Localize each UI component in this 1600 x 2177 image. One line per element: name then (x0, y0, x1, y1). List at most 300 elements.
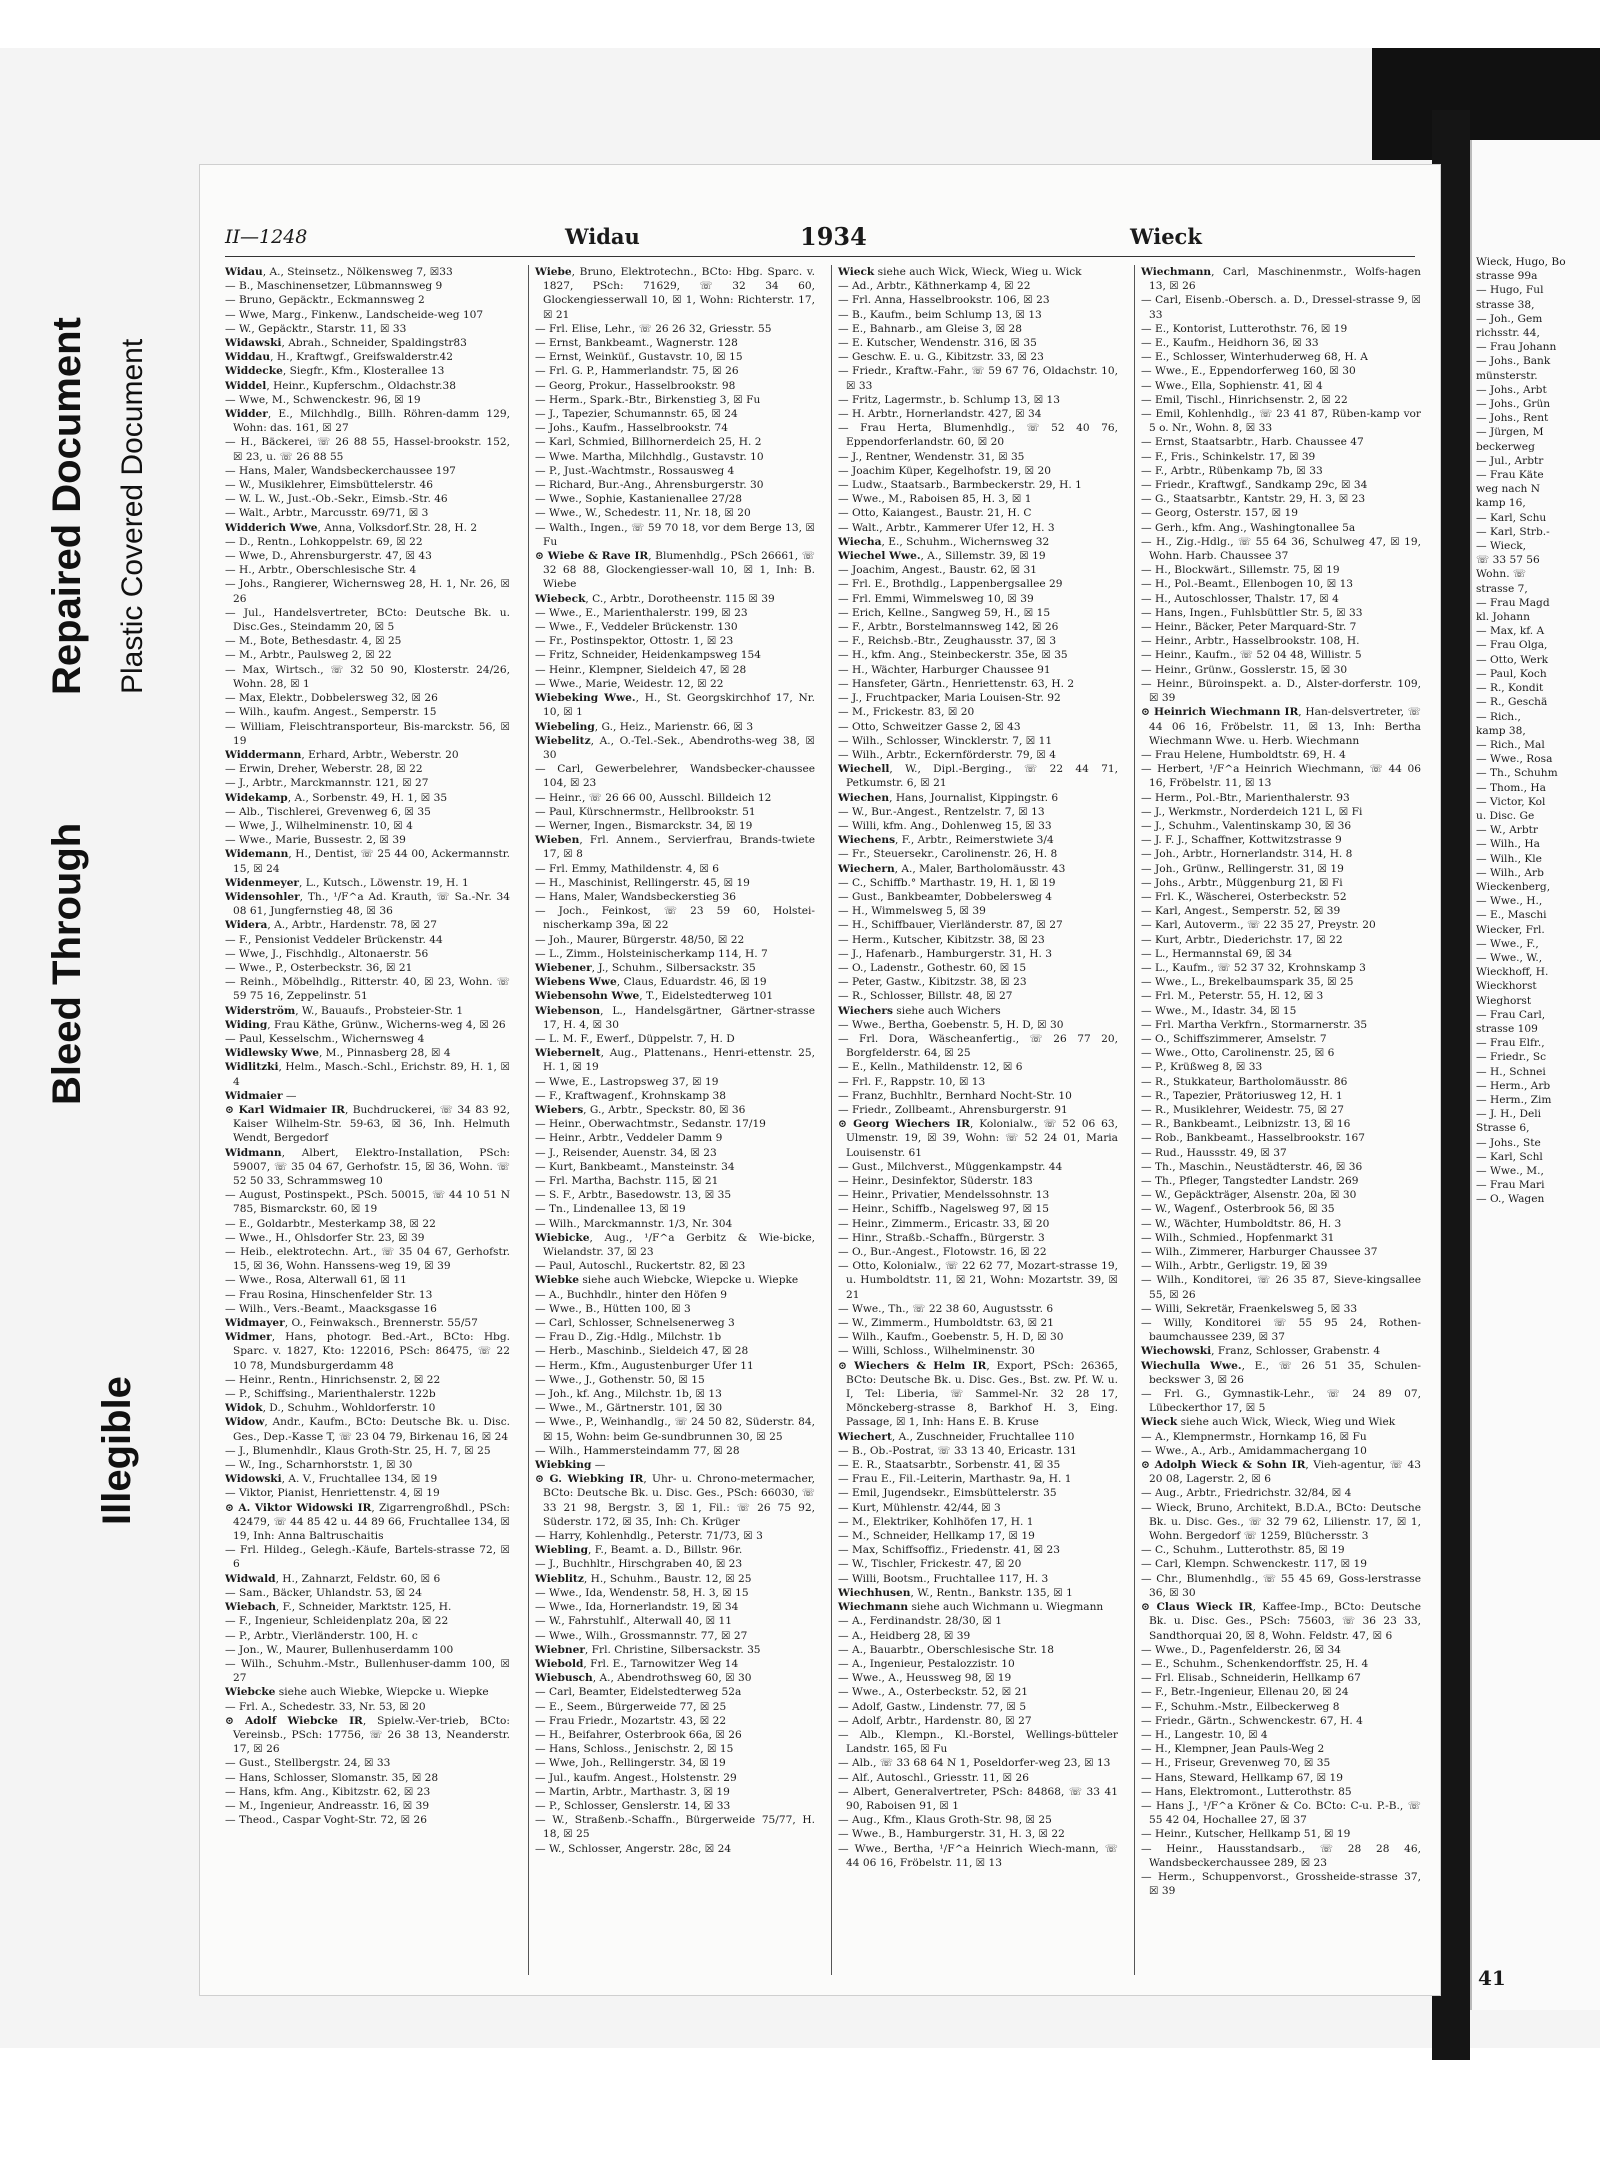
directory-entry: — Wwe., Bertha, Goebenstr. 5, H. D, ☒ 30 (838, 1018, 1064, 1031)
directory-entry: — Joh., Arbtr., Hornerlandstr. 314, H. 8 (1141, 848, 1353, 861)
directory-entry: Wiecha, E., Schuhm., Wichernsweg 32 (838, 535, 1050, 548)
directory-entry: — Frl. Dora, Wäscheanfertig., ☏ 26 77 20, Borgfelderstr. 64, ☒ 25 (838, 1032, 1118, 1060)
directory-entry: — Viktor, Pianist, Henriettenstr. 4, ☒ 19 (225, 1487, 440, 1500)
directory-entry: — E., Seem., Bürgerweide 77, ☒ 25 (535, 1700, 727, 1713)
directory-entry: — Friedr., Kraftw.-Fahr., ☏ 59 67 76, Oldachstr. 10, ☒ 33 (838, 365, 1118, 392)
directory-entry: — Max, Wirtsch., ☏ 32 50 90, Klosterstr. 24/26, Wohn. 28, ☒ 1 (225, 663, 510, 690)
next-page-line: Strasse 6, (1476, 1122, 1530, 1135)
directory-entry: — Heinr., Hausstandsarb., ☏ 28 28 46, Wandsbeckerchaussee 289, ☒ 23 (1141, 1842, 1421, 1869)
directory-entry: Widera, A., Arbtr., Hardenstr. 78, ☒ 27 (225, 919, 437, 932)
directory-entry: — August, Postinspekt., PSch. 50015, ☏ 44 10 51 N 785, Bismarckstr. 60, ☒ 19 (225, 1189, 510, 1216)
directory-entry: — Bruno, Gepäcktr., Eckmannsweg 2 (225, 294, 425, 307)
next-page-line: — Johs., Ste (1476, 1136, 1541, 1149)
directory-entry: — Friedr., Gärtn., Schwenckestr. 67, H. 4 (1141, 1714, 1363, 1727)
directory-entry: — H., Wimmelsweg 5, ☒ 39 (838, 905, 986, 918)
directory-entry: — Jul., kaufm. Angest., Holstenstr. 29 (535, 1771, 737, 1784)
directory-entry: Wieben, Frl. Annem., Servierfrau, Brands-twiete 17, ☒ 8 (535, 834, 815, 861)
directory-entry: — Wwe. Martha, Milchhdlg., Gustavstr. 10 (535, 450, 764, 463)
directory-entry: ⊙ G. Wiebking IR, Uhr- u. Chrono-metermacher, BCto: Deutsche Bk. u. Disc. Ges., PSch: 66030, ☏ 33 21 98, Bergstr. 3, ☒ 1, Fil.: ☏ 26 75 92, Süderstr. 172, ☒ 35, Inh: Ch. Krüger (535, 1473, 815, 1528)
directory-entry: — Chr., Blumenhdlg., ☏ 55 45 69, Goss-lerstrasse 36, ☒ 30 (1141, 1572, 1421, 1599)
directory-entry: — Wwe., Ida, Wendenstr. 58, H. 3, ☒ 15 (535, 1586, 749, 1599)
directory-entry: Wiebner, Frl. Christine, Silbersackstr. 35 (535, 1643, 761, 1656)
directory-entry: — C., Schiffb.° Marthastr. 19, H. 1, ☒ 19 (838, 876, 1056, 889)
directory-entry: — Heinr., Arbtr., Veddeler Damm 9 (535, 1132, 723, 1145)
directory-entry: — Gust., Stellbergstr. 24, ☒ 33 (225, 1757, 391, 1770)
next-page-line: Wiecker, Frl. (1476, 923, 1545, 936)
directory-entry: — Aug., Arbtr., Friedrichstr. 32/84, ☒ 4 (1141, 1487, 1352, 1500)
next-page-line: — Frau Magd (1476, 596, 1550, 609)
directory-entry: — Heib., elektrotechn. Art., ☏ 35 04 67, Gerhofstr. 15, ☒ 36, Wohn. Hanssens-weg 19, ☒ 39 (225, 1246, 510, 1273)
directory-entry: — Wwe, D., Ahrensburgerstr. 47, ☒ 43 (225, 550, 432, 563)
next-page-line: — Wilh., Kle (1476, 852, 1542, 865)
directory-entry: — Emil, Jugendsekr., Eimsbüttelerstr. 35 (838, 1487, 1057, 1500)
directory-entry: — W., Gepäckträger, Alsenstr. 20a, ☒ 30 (1141, 1189, 1357, 1202)
next-page-line: — Max, kf. A (1476, 625, 1545, 638)
directory-entry: — Wwe., M., Gärtnerstr. 101, ☒ 30 (535, 1402, 723, 1415)
directory-entry: Wiebensohn Wwe, T., Eidelstedterweg 101 (535, 990, 774, 1003)
directory-entry: — Frl. Emmi, Wimmelsweg 10, ☒ 39 (838, 592, 1034, 605)
directory-entry: — Gust., Milchverst., Müggenkampstr. 44 (838, 1160, 1063, 1173)
directory-entry: — Friedr., Kraftwgf., Sandkamp 29c, ☒ 34 (1141, 479, 1368, 492)
directory-entry: — W., Straßenb.-Schaffn., Bürgerweide 75/77, H. 18, ☒ 25 (535, 1814, 815, 1841)
directory-entry: — H. Arbtr., Hornerlandstr. 427, ☒ 34 (838, 408, 1042, 421)
directory-entry: — Karl, Angest., Semperstr. 52, ☒ 39 (1141, 905, 1341, 918)
directory-entry: — Wilh., Schlosser, Wincklerstr. 7, ☒ 11 (838, 734, 1053, 747)
next-page-line: — Frau Elfr., (1476, 1037, 1545, 1050)
directory-entry: — Alf., Autoschl., Griesstr. 11, ☒ 26 (838, 1771, 1029, 1784)
directory-entry: Wiechen, Hans, Journalist, Kippingstr. 6 (838, 791, 1059, 804)
directory-entry: — Frl. Martha Verkfrn., Stormarnerstr. 35 (1141, 1018, 1368, 1031)
directory-entry: — Herm., Schuppenvorst., Grossheide-strasse 37, ☒ 39 (1141, 1870, 1421, 1898)
directory-entry: — Willy, Konditorei ☏ 55 95 24, Rothen-baumchaussee 239, ☒ 37 (1141, 1317, 1421, 1344)
directory-entry: — Frau Helene, Humboldtstr. 69, H. 4 (1141, 748, 1346, 761)
directory-entry: — M., Frickestr. 83, ☒ 20 (838, 706, 975, 719)
directory-entry: — Karl, Autoverm., ☏ 22 35 27, Preystr. 20 (1141, 919, 1376, 932)
directory-entry: — Franz, Buchhltr., Bernhard Nocht-Str. 10 (838, 1089, 1072, 1102)
directory-entry: Widlitzki, Helm., Masch.-Schl., Erichstr. 89, H. 1, ☒ 4 (225, 1061, 510, 1088)
directory-entry: Widder, E., Milchhdlg., Billh. Röhren-damm 129, Wohn: das. 161, ☒ 27 (225, 408, 510, 435)
directory-entry: — Wwe., Rosa, Alterwall 61, ☒ 11 (225, 1274, 407, 1287)
directory-entry: — Heinr., Desinfektor, Süderstr. 183 (838, 1175, 1033, 1187)
directory-entry: — A., Heidberg 28, ☒ 39 (838, 1629, 971, 1642)
directory-entry: — Alb., Tischlerei, Grevenweg 6, ☒ 35 (225, 805, 431, 818)
directory-entry: Widekamp, A., Sorbenstr. 49, H. 1, ☒ 35 (225, 791, 448, 804)
directory-entry: — J., Reisender, Auenstr. 34, ☒ 23 (535, 1146, 717, 1159)
directory-entry: — E. R., Staatsarbtr., Sorbenstr. 41, ☒ 35 (838, 1459, 1061, 1472)
directory-entry: — R., Schlosser, Billstr. 48, ☒ 27 (838, 990, 1013, 1003)
directory-entry: — F., Fris., Schinkelstr. 17, ☒ 39 (1141, 450, 1316, 463)
next-page-line: — Frau Johann (1476, 341, 1557, 354)
directory-entry: — Frau E., Fil.-Leiterin, Marthastr. 9a, H. 1 (838, 1473, 1072, 1486)
directory-entry: Wiebernelt, Aug., Plattenans., Henri-ettenstr. 25, H. 1, ☒ 19 (535, 1047, 815, 1074)
next-page-line: — Wwe., F., (1476, 937, 1539, 950)
next-page-line: — Joh., Gem (1476, 312, 1543, 325)
next-page-line: — Frau Carl, (1476, 1008, 1546, 1021)
directory-entry: — Jul., Handelsvertreter, BCto: Deutsche Bk. u. Disc.Ges., Steindamm 20, ☒ 5 (225, 606, 510, 634)
directory-entry: — Carl, Beamter, Eidelstedterweg 52a (535, 1686, 742, 1699)
directory-entry: — Walt., Arbtr., Kammerer Ufer 12, H. 3 (838, 521, 1055, 534)
directory-entry: — Joch., Feinkost, ☏ 23 59 60, Holstei-nischerkamp 39a, ☒ 22 (535, 905, 815, 932)
directory-entry: — Frl. Elisab., Schneiderin, Hellkamp 67 (1141, 1672, 1361, 1685)
directory-entry: — A., Bauarbtr., Oberschlesische Str. 18 (838, 1643, 1054, 1656)
directory-entry: — Wwe., M., Raboisen 85, H. 3, ☒ 1 (838, 493, 1032, 506)
directory-entry: — J., Arbtr., Marckmannstr. 121, ☒ 27 (225, 777, 429, 790)
directory-entry: — Heinr., Klempner, Sieldeich 47, ☒ 28 (535, 663, 747, 676)
directory-entry: — Albert, Generalvertreter, PSch: 84868, ☏ 33 41 90, Raboisen 91, ☒ 1 (838, 1785, 1118, 1812)
directory-entry: ⊙ Georg Wiechers IR, Kolonialw., ☏ 52 06 63, Ulmenstr. 19, ☒ 39, Wohn: ☏ 52 24 01, Maria Louisenstr. 61 (838, 1118, 1118, 1159)
directory-entry: — Wwe., M., Idastr. 34, ☒ 15 (1141, 1004, 1297, 1017)
directory-entry: — Wilh., Kaufm., Goebenstr. 5, H. D, ☒ 30 (838, 1331, 1064, 1344)
directory-entry: — Wilh., Schmied., Hopfenmarkt 31 (1141, 1231, 1335, 1244)
directory-entry: — P., Just.-Wachtmstr., Rossausweg 4 (535, 464, 735, 477)
directory-entry: — Fritz, Lagermstr., b. Schlump 13, ☒ 13 (838, 393, 1061, 406)
directory-entry: — Wwe., Th., ☏ 22 38 60, Augustsstr. 6 (838, 1302, 1054, 1315)
next-page-line: — Jürgen, M (1476, 426, 1544, 439)
directory-entry: — H., Blockwärt., Sillemstr. 75, ☒ 19 (1141, 564, 1340, 577)
next-page-line: — R., Geschä (1476, 696, 1548, 709)
directory-entry: — E., Goldarbtr., Mesterkamp 38, ☒ 22 (225, 1217, 436, 1230)
directory-entry: — R., Stukkateur, Bartholomäusstr. 86 (1141, 1075, 1348, 1088)
directory-entry: — Frl. Anna, Hasselbrookstr. 106, ☒ 23 (838, 294, 1050, 307)
directory-entry: — W. L. W., Just.-Ob.-Sekr., Eimsb.-Str. 46 (225, 493, 448, 506)
directory-entry: — Werner, Ingen., Bismarckstr. 34, ☒ 19 (535, 819, 753, 832)
directory-entry: — J., Buchhltr., Hirschgraben 40, ☒ 23 (535, 1558, 743, 1571)
next-page-line: münsterstr. (1476, 369, 1538, 382)
directory-entry: — H., Zig.-Hdlg., ☏ 55 64 36, Schulweg 47, ☒ 19, Wohn. Harb. Chaussee 37 (1141, 535, 1421, 563)
directory-entry: Wiebener, J., Schuhm., Silbersackstr. 35 (535, 961, 756, 974)
directory-entry: — Harry, Kohlenhdlg., Peterstr. 71/73, ☒ 3 (535, 1530, 763, 1543)
next-page-line: — Herm., Zim (1476, 1093, 1552, 1106)
directory-entry: — Erich, Kellne., Sangweg 59, H., ☒ 15 (838, 606, 1051, 619)
next-page-line: richsstr. 44, (1476, 327, 1540, 340)
next-page-line: — Wilh., Arb (1476, 866, 1544, 879)
directory-entry: Widerström, W., Bauaufs., Probsteier-Str. 1 (225, 1004, 464, 1017)
directory-entry: — Georg, Osterstr. 157, ☒ 19 (1141, 507, 1298, 520)
directory-entry: — W., Wächter, Humboldtstr. 86, H. 3 (1141, 1217, 1342, 1230)
directory-entry: — B., Kaufm., beim Schlump 13, ☒ 13 (838, 308, 1042, 321)
next-page-line: beckerweg (1476, 440, 1535, 453)
directory-entry: — Willi, kfm. Ang., Dohlenweg 15, ☒ 33 (838, 819, 1052, 832)
directory-entry: — Tn., Lindenallee 13, ☒ 19 (535, 1203, 686, 1216)
directory-entry: Wiechens, F., Arbtr., Reimerstwiete 3/4 (838, 834, 1054, 847)
next-page-line: — R., Kondit (1476, 682, 1544, 695)
directory-entry: — Wwe., B., Hütten 100, ☒ 3 (535, 1302, 691, 1315)
directory-entry: Wiechers siehe auch Wichers (838, 1004, 1001, 1017)
directory-entry: — Herb., Maschinb., Sieldeich 47, ☒ 28 (535, 1345, 749, 1358)
directory-entry: — M., Schneider, Hellkamp 17, ☒ 19 (838, 1530, 1035, 1543)
directory-entry: ⊙ Claus Wieck IR, Kaffee-Imp., BCto: Deutsche Bk. u. Disc. Ges., PSch: 75603, ☏ 36 23 33, Sandthorquai 20, ☒ 8, Wohn. Feldstr. 47, ☒ 6 (1141, 1601, 1421, 1642)
next-page-line: — Wilh., Ha (1476, 838, 1540, 851)
next-page-line: — Johs., Bank (1476, 355, 1551, 368)
directory-entry: — D., Rentn., Lohkoppelstr. 69, ☒ 22 (225, 535, 423, 548)
directory-entry: — H., Wächter, Harburger Chaussee 91 (838, 663, 1051, 676)
directory-entry: Wiebeling, G., Heiz., Marienstr. 66, ☒ 3 (535, 720, 754, 733)
directory-entry: Wiebenson, L., Handelsgärtner, Gärtner-strasse 17, H. 4, ☒ 30 (535, 1004, 815, 1031)
directory-entry: — Fr., Steuersekr., Carolinenstr. 26, H. 8 (838, 848, 1058, 861)
directory-entry: — Wwe., E., Eppendorferweg 160, ☒ 30 (1141, 365, 1356, 378)
directory-entry: — Otto, Kaiangest., Baustr. 21, H. C (838, 507, 1032, 520)
directory-entry: — Wwe, M., Schwenckestr. 96, ☒ 19 (225, 393, 421, 406)
directory-entry: — F., Ingenieur, Schleidenplatz 20a, ☒ 22 (225, 1615, 449, 1628)
directory-entry: — Wwe., P., Weinhandlg., ☏ 24 50 82, Süderstr. 84, ☒ 15, Wohn: beim Ge-sundbrunnen 30, ☒ 25 (535, 1416, 815, 1443)
next-page-line: Wieckhorst (1476, 980, 1537, 993)
directory-entry: — Frl. E., Brothdlg., Lappenbergsallee 29 (838, 578, 1063, 591)
directory-entry: Widowski, A. V., Fruchtallee 134, ☒ 19 (225, 1473, 438, 1486)
directory-entry: Widdecke, Siegfr., Kfm., Klosterallee 13 (225, 365, 445, 378)
directory-entry: — Herm., Kutscher, Kibitzstr. 38, ☒ 23 (838, 933, 1045, 946)
directory-entry: Widlewsky Wwe, M., Pinnasberg 28, ☒ 4 (225, 1047, 451, 1060)
directory-entry: — Herm., Spark.-Btr., Birkenstieg 3, ☒ Fu (535, 393, 761, 406)
directory-entry: — Hans, Ingen., Fuhlsbüttler Str. 5, ☒ 33 (1141, 606, 1363, 619)
directory-entry: — H., Schiffbauer, Vierländerstr. 87, ☒ 27 (838, 919, 1063, 932)
directory-entry: — Carl, Schlosser, Schnelsenerweg 3 (535, 1317, 735, 1330)
directory-entry: — Heinr., Privatier, Mendelssohnstr. 13 (838, 1189, 1050, 1202)
directory-entry: — H., Friseur, Grevenweg 70, ☒ 35 (1141, 1757, 1331, 1770)
directory-entry: — Joh., Grünw., Rellingerstr. 31, ☒ 19 (1141, 862, 1344, 875)
next-page-line: Wieck, Hugo, Bo (1476, 256, 1566, 268)
directory-entry: Wiechowski, Franz, Schlosser, Grabenstr. 4 (1141, 1345, 1381, 1358)
directory-entry: — Joachim Küper, Kegelhofstr. 19, ☒ 20 (838, 464, 1051, 477)
directory-entry: — Frau Friedr., Mozartstr. 43, ☒ 22 (535, 1714, 727, 1727)
directory-entry: — Frau Rosina, Hinschenfelder Str. 13 (225, 1288, 433, 1301)
directory-entry: — Heinr., Grünw., Gosslerstr. 15, ☒ 30 (1141, 663, 1348, 676)
directory-entry: — Paul, Kesselschm., Wichernsweg 4 (225, 1032, 425, 1045)
directory-entry: — Wwe., Sophie, Kastanienallee 27/28 (535, 493, 742, 506)
directory-entry: — Paul, Kürschnermstr., Hellbrookstr. 51 (535, 805, 756, 818)
directory-entry: — A., Ingenieur, Pestalozzistr. 10 (838, 1657, 1015, 1670)
directory-entry: — Heinr., Bäcker, Peter Marquard-Str. 7 (1141, 621, 1357, 634)
directory-entry: — H., Bäckerei, ☏ 26 88 55, Hassel-brookstr. 152, ☒ 23, u. ☏ 26 88 55 (225, 436, 510, 463)
directory-entry: Wiebers, G., Arbtr., Speckstr. 80, ☒ 36 (535, 1103, 746, 1116)
directory-entry: — H., Arbtr., Oberschlesische Str. 4 (225, 564, 417, 577)
directory-entry: — O., Bur.-Angest., Flotowstr. 16, ☒ 22 (838, 1246, 1047, 1259)
next-page-line: — Wieck, (1476, 540, 1527, 553)
next-page-line: — Johs., Grün (1476, 398, 1551, 411)
directory-entry: — Kurt, Arbtr., Diederichstr. 17, ☒ 22 (1141, 933, 1343, 946)
directory-entry: — Frl. Hildeg., Gelegh.-Käufe, Bartels-strasse 72, ☒ 6 (225, 1544, 510, 1571)
directory-entry: — Ernst, Staatsarbtr., Harb. Chaussee 47 (1141, 436, 1364, 449)
directory-entry: — J., Fruchtpacker, Maria Louisen-Str. 92 (838, 692, 1061, 705)
directory-entry: — Fr., Postinspektor, Ottostr. 1, ☒ 23 (535, 635, 734, 648)
directory-entry: — O., Ladenstr., Gothestr. 60, ☒ 15 (838, 961, 1027, 974)
directory-entry: — Ad., Arbtr., Käthnerkamp 4, ☒ 22 (838, 280, 1031, 293)
directory-entry: — J., Rentner, Wendenstr. 31, ☒ 35 (838, 450, 1025, 463)
directory-entry: — Joachim, Angest., Baustr. 62, ☒ 31 (838, 564, 1037, 577)
directory-entry: — H., Beifahrer, Osterbrook 66a, ☒ 26 (535, 1728, 742, 1741)
next-page-line: strasse 109 (1476, 1022, 1538, 1035)
directory-entry: — Johs., Rangierer, Wichernsweg 28, H. 1, Nr. 26, ☒ 26 (225, 578, 510, 605)
next-page-line: Wieckhoff, H. (1476, 966, 1549, 979)
directory-entry: — Herm., Pol.-Btr., Marienthalerstr. 93 (1141, 791, 1350, 804)
directory-entry: — W., Zimmerm., Humboldtstr. 63, ☒ 21 (838, 1317, 1055, 1330)
directory-entry: — Otto, Kolonialw., ☏ 22 62 77, Mozart-strasse 19, u. Humboldtstr. 11, ☒ 21, Wohn: Mozartstr. 39, ☒ 21 (838, 1260, 1118, 1301)
directory-entry: — Wilh., Marckmannstr. 1/3, Nr. 304 (535, 1217, 733, 1230)
directory-entry: — Ernst, Bankbeamt., Wagnerstr. 128 (535, 337, 738, 350)
directory-entry: — J., Schuhm., Valentinskamp 30, ☒ 36 (1141, 819, 1352, 832)
directory-entry: — H., Langestr. 10, ☒ 4 (1141, 1728, 1268, 1741)
directory-entry: — Th., Maschin., Neustädterstr. 46, ☒ 36 (1141, 1160, 1363, 1173)
next-page-text (1476, 255, 1600, 1207)
directory-entry: — Reinh., Möbelhdlg., Ritterstr. 40, ☒ 23, Wohn. ☏ 59 75 16, Zeppelinstr. 51 (225, 976, 510, 1003)
directory-entry: Wieck siehe auch Wick, Wieck, Wieg u. Wick (838, 266, 1082, 278)
directory-entry: — S. F., Arbtr., Basedowstr. 13, ☒ 35 (535, 1189, 732, 1202)
directory-entry: — Wwe., E., Marienthalerstr. 199, ☒ 23 (535, 606, 748, 619)
directory-entry: — Wilh., kaufm. Angest., Semperstr. 15 (225, 706, 437, 719)
directory-entry: Wiechulla Wwe., E., ☏ 26 51 35, Schulen-beckswег 3, ☒ 26 (1141, 1359, 1421, 1386)
directory-entry: — Heinr., Büroinspekt. a. D., Alster-dorferstr. 109, ☒ 39 (1141, 677, 1421, 705)
directory-entry: — F., Arbtr., Borstelmannsweg 142, ☒ 26 (838, 621, 1059, 634)
directory-entry: — Hans, Schloss., Jenischstr. 2, ☒ 15 (535, 1743, 734, 1756)
directory-entry: Wiebelitz, A., O.-Tel.-Sek., Abendroths-weg 38, ☒ 30 (535, 734, 815, 761)
directory-entry: — Herm., Kfm., Augustenburger Ufer 11 (535, 1359, 754, 1372)
directory-entry: — C., Schuhm., Lutterothstr. 85, ☒ 19 (1141, 1544, 1345, 1557)
directory-page (200, 165, 1440, 1995)
directory-entry: — Heinr., Arbtr., Hasselbrookstr. 108, H. (1141, 635, 1360, 648)
directory-entry: — Wwe., Otto, Carolinenstr. 25, ☒ 6 (1141, 1047, 1335, 1060)
directory-entry: — Rob., Bankbeamt., Hasselbrookstr. 167 (1141, 1132, 1365, 1145)
directory-entry: ⊙ Adolph Wieck & Sohn IR, Vieh-agentur, ☏ 43 20 08, Lagerstr. 2, ☒ 6 (1141, 1459, 1421, 1486)
next-page-line: — Frau Olga, (1476, 639, 1548, 652)
directory-entry: — Joh., Maurer, Bürgerstr. 48/50, ☒ 22 (535, 933, 745, 946)
directory-entry: — Wwe., Ella, Sophienstr. 41, ☒ 4 (1141, 379, 1323, 392)
directory-entry: Widmayer, O., Feinwaksch., Brennerstr. 55/57 (225, 1317, 478, 1330)
next-page-line: — Friedr., Sc (1476, 1051, 1547, 1064)
directory-entry: Wiebe, Bruno, Elektrotechn., BCto: Hbg. Sparc. v. 1827, PSch: 71629, ☏ 32 34 60, Glockengiesserwall 10, ☒ 1, Wohn: Richterstr. 17, ☒ 21 (535, 266, 815, 321)
directory-entry: — Wwe., A., Osterbeckstr. 52, ☒ 21 (838, 1686, 1029, 1699)
directory-entry: — Ludw., Staatsarb., Barmbeckerstr. 29, H. 1 (838, 479, 1082, 492)
directory-entry: — Heinr., Rentn., Hinrichsenstr. 2, ☒ 22 (225, 1373, 441, 1386)
directory-entry: — Wwe., L., Brekelbaumspark 35, ☒ 25 (1141, 976, 1354, 989)
next-page-line: — W., Arbtr (1476, 824, 1538, 837)
directory-entry: — Willi, Schloss., Wilhelminenstr. 30 (838, 1345, 1035, 1358)
directory-entry: — Johs., Arbtr., Müggenburg 21, ☒ Fi (1141, 876, 1343, 889)
directory-entry: Wiebicke, Aug., ¹/F^a Gerbitz & Wie-bicke, Wielandstr. 37, ☒ 23 (535, 1231, 815, 1259)
directory-entry: Widwald, H., Zahnarzt, Feldstr. 60, ☒ 6 (225, 1572, 441, 1585)
directory-entry: — F., Kraftwagenf., Krohnskamp 38 (535, 1089, 726, 1102)
next-page-line: — Frau Mari (1476, 1179, 1545, 1192)
directory-entry: Widdermann, Erhard, Arbtr., Weberstr. 20 (225, 748, 459, 761)
next-page-line: — H., Schnei (1476, 1065, 1546, 1078)
directory-entry: — Joh., kf. Ang., Milchstr. 1b, ☒ 13 (535, 1388, 722, 1401)
directory-entry: ⊙ Adolf Wiebcke IR, Spielw.-Ver-trieb, BCto: Vereinsb., PSch: 17756, ☏ 26 38 13, Neanderstr. 17, ☒ 26 (225, 1714, 510, 1756)
directory-columns (225, 265, 1425, 1975)
directory-entry: — E., Kaufm., Heidhorn 36, ☒ 33 (1141, 337, 1319, 350)
directory-entry: Widderich Wwe, Anna, Volksdorf.Str. 28, H. 2 (225, 521, 478, 534)
directory-entry: — Geschw. E. u. G., Kibitzstr. 33, ☒ 23 (838, 351, 1044, 364)
directory-entry: Widenmeyer, L., Kutsch., Löwenstr. 19, H. 1 (225, 876, 469, 889)
directory-entry: — H., kfm. Ang., Steinbeckerstr. 35e, ☒ 35 (838, 649, 1068, 662)
next-page-line: — Victor, Kol (1476, 795, 1546, 808)
directory-entry: Widmaier — (225, 1089, 297, 1102)
next-page-number: 41 (1478, 1966, 1506, 1990)
directory-entry: — Sam., Bäcker, Uhlandstr. 53, ☒ 24 (225, 1586, 422, 1599)
directory-entry: — Wilh., Schuhm.-Mstr., Bullenhuser-damm 100, ☒ 27 (225, 1657, 510, 1685)
directory-entry: ⊙ Heinrich Wiechmann IR, Han-delsvertreter, ☏ 44 06 16, Fröbelstr. 11, ☒ 13, Inh: Bertha Wiechmann Wwe. u. Herb. Wiechmann (1141, 706, 1421, 747)
next-page-line: — Herm., Arb (1476, 1079, 1551, 1092)
next-page-line: — Karl, Strb.- (1476, 525, 1550, 538)
next-page-line: kamp 16, (1476, 497, 1526, 510)
directory-entry: — F., Arbtr., Rübenkamp 7b, ☒ 33 (1141, 464, 1323, 477)
next-page-line: — O., Wagen (1476, 1193, 1545, 1206)
header-year: 1934 (800, 222, 867, 251)
directory-entry: Wiechmann siehe auch Wichmann u. Wiegmann (838, 1601, 1104, 1614)
directory-entry: — Hans, Maler, Wandsbeckerchaussee 197 (225, 464, 456, 477)
directory-entry: — H., Klempner, Jean Pauls-Weg 2 (1141, 1743, 1325, 1756)
next-page-line: strasse 99a (1476, 270, 1538, 283)
directory-entry: — P., Arbtr., Vierländerstr. 100, H. c (225, 1629, 418, 1642)
directory-entry: — P., Schlosser, Genslerstr. 14, ☒ 33 (535, 1799, 731, 1812)
directory-entry: — Frl. F., Rappstr. 10, ☒ 13 (838, 1075, 986, 1088)
directory-entry: — Wwe., Bertha, ¹/F^a Heinrich Wiech-mann, ☏ 44 06 16, Fröbelstr. 11, ☒ 13 (838, 1842, 1118, 1869)
directory-entry: — Theod., Caspar Voght-Str. 72, ☒ 26 (225, 1814, 427, 1827)
directory-entry: Widensohler, Th., ¹/F^a Ad. Krauth, ☏ Sa.-Nr. 34 08 61, Jungfernstieg 48, ☒ 36 (225, 890, 510, 918)
directory-entry: — Wwe., D., Pagenfelderstr. 26, ☒ 34 (1141, 1643, 1341, 1656)
directory-entry: — H., Autoschlosser, Thalstr. 17, ☒ 4 (1141, 592, 1339, 605)
directory-entry: — Wwe, Joh., Rellingerstr. 34, ☒ 19 (535, 1757, 726, 1770)
directory-entry: Widmann, Albert, Elektro-Installation, PSch: 59007, ☏ 35 04 67, Gerhofstr. 15, ☒ 36, Wohn. ☏ 52 50 33, Schrammsweg 10 (225, 1146, 510, 1187)
directory-entry: — Emil, Tischl., Hinrichsenstr. 2, ☒ 22 (1141, 393, 1348, 406)
directory-entry: — Max, Elektr., Dobbelersweg 32, ☒ 26 (225, 692, 438, 705)
page-header (225, 220, 1415, 257)
directory-entry: — W., Musiklehrer, Eimsbüttelerstr. 46 (225, 479, 433, 492)
directory-entry: — Ernst, Weinküf., Gustavstr. 10, ☒ 15 (535, 351, 743, 364)
directory-entry: — L., Kaufm., ☏ 52 37 32, Krohnskamp 3 (1141, 961, 1366, 974)
directory-entry: ⊙ Karl Widmaier IR, Buchdruckerei, ☏ 34 83 92, Kaiser Wilhelm-Str. 59-63, ☒ 36, Inh. Helmuth Wendt, Bergedorf (225, 1103, 510, 1145)
directory-entry: — Hinr., Straßb.-Schaffn., Bürgerstr. 3 (838, 1231, 1045, 1244)
directory-entry: — Georg, Prokur., Hasselbrookstr. 98 (535, 379, 736, 392)
next-page-line: — Karl, Schu (1476, 511, 1547, 524)
directory-entry: — Friedr., Zollbeamt., Ahrensburgerstr. 91 (838, 1103, 1068, 1116)
directory-entry: — L. M. F., Ewerf., Düppelstr. 7, H. D (535, 1032, 735, 1045)
directory-entry: — J. F. J., Schaffner, Kottwitzstrasse 9 (1141, 834, 1342, 847)
next-page-line: — Karl, Schl (1476, 1150, 1543, 1163)
next-page-line: — Rich., (1476, 710, 1521, 723)
directory-entry: — Kurt, Bankbeamt., Mansteinstr. 34 (535, 1160, 735, 1173)
directory-entry: — Aug., Kfm., Klaus Groth-Str. 98, ☒ 25 (838, 1814, 1052, 1827)
directory-entry: — F., Reichsb.-Btr., Zeughausstr. 37, ☒ 3 (838, 635, 1057, 648)
directory-entry: — E., Schlosser, Winterhuderweg 68, H. A (1141, 351, 1368, 364)
directory-entry: — G., Staatsarbtr., Kantstr. 29, H. 3, ☒ 23 (1141, 493, 1366, 506)
directory-entry: — Karl, Schmied, Billhornerdeich 25, H. 2 (535, 436, 762, 449)
directory-entry: — Willi, Sekretär, Fraenkelsweg 5, ☒ 33 (1141, 1302, 1358, 1315)
directory-entry: — W., Gepäcktr., Starstr. 11, ☒ 33 (225, 322, 407, 335)
directory-entry: — Hans, kfm. Ang., Kibitzstr. 62, ☒ 23 (225, 1785, 431, 1798)
directory-entry: — Erwin, Dreher, Weberstr. 28, ☒ 22 (225, 763, 423, 776)
directory-entry: Widok, D., Schuhm., Wohldorferstr. 10 (225, 1402, 436, 1415)
directory-entry: — Hansfeter, Gärtn., Henriettenstr. 63, H. 2 (838, 677, 1075, 690)
directory-entry: — E. Kutscher, Wendenstr. 316, ☒ 35 (838, 337, 1037, 350)
directory-entry: — Heinr., Oberwachtmstr., Sedanstr. 17/19 (535, 1118, 766, 1131)
directory-entry: — A., Klempnermstr., Hornkamp 16, ☒ Fu (1141, 1430, 1367, 1443)
directory-entry: — Alb., ☏ 33 68 64 N 1, Poseldorfer-weg 23, ☒ 13 (838, 1757, 1111, 1770)
next-page-line: — Wwe., Rosa (1476, 753, 1553, 766)
directory-entry: — E., Kelln., Mathildenstr. 12, ☒ 6 (838, 1061, 1023, 1074)
directory-entry: — Frau Herta, Blumenhdlg., ☏ 52 40 76, Eppendorferlandstr. 60, ☒ 20 (838, 422, 1118, 449)
directory-entry: — P., Krüßweg 8, ☒ 33 (1141, 1061, 1263, 1074)
next-page-line: — Rich., Mal (1476, 738, 1545, 751)
directory-entry: — J., Blumenhdlr., Klaus Groth-Str. 25, H. 7, ☒ 25 (225, 1444, 491, 1457)
directory-entry: Wiebach, F., Schneider, Marktstr. 125, H. (225, 1601, 452, 1614)
directory-entry: — Fritz, Schneider, Heidenkampsweg 154 (535, 649, 761, 662)
directory-entry: — P., Schiffsing., Marienthalerstr. 122b (225, 1388, 436, 1401)
directory-entry: — Otto, Schweitzer Gasse 2, ☒ 43 (838, 720, 1021, 733)
directory-entry: — Heinr., Kutscher, Hellkamp 51, ☒ 19 (1141, 1828, 1351, 1841)
directory-entry: Widdel, Heinr., Kupferschm., Oldachstr.38 (225, 379, 457, 392)
directory-entry: — M., Arbtr., Paulsweg 2, ☒ 22 (225, 649, 392, 662)
next-page-line: weg nach N (1476, 483, 1541, 496)
directory-entry: — R., Bankbeamt., Leibnizstr. 13, ☒ 16 (1141, 1118, 1351, 1131)
directory-entry: — Wilh., Konditorei, ☏ 26 35 87, Sieve-kingsallee 55, ☒ 26 (1141, 1274, 1421, 1301)
